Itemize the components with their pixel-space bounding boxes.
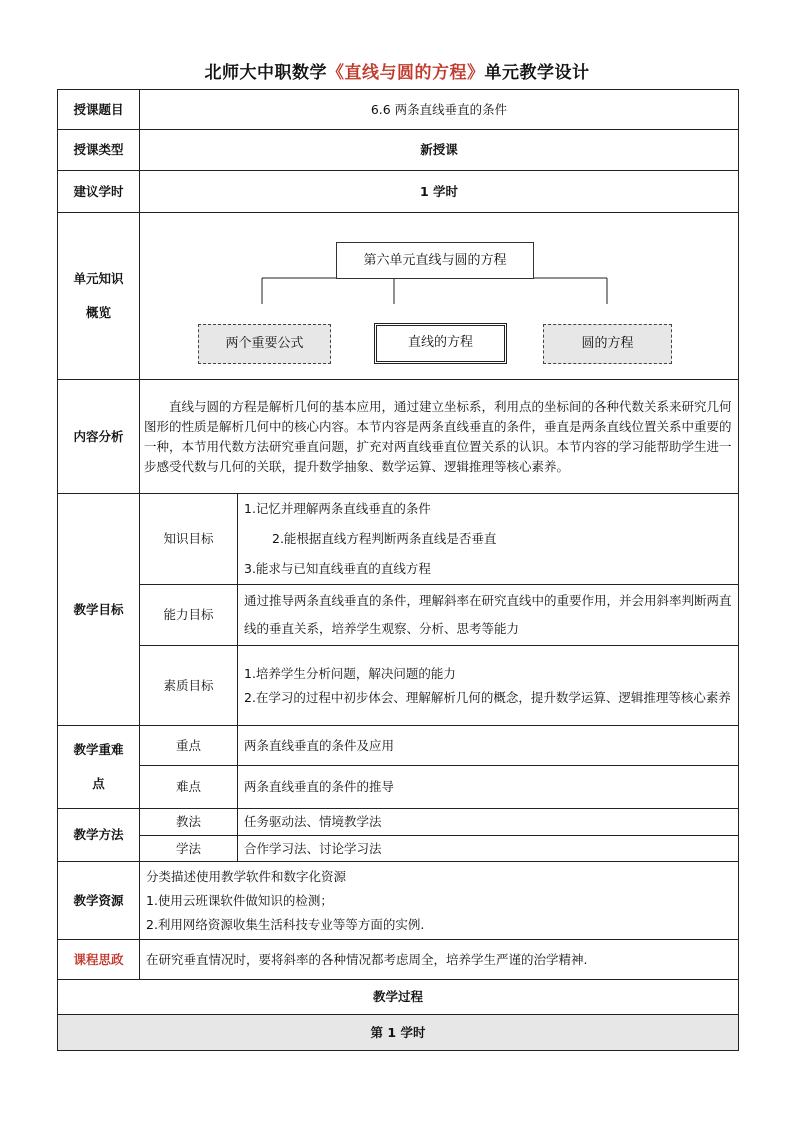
resources-item: 1.使用云班课软件做知识的检测； [146, 892, 333, 908]
key-point-label: 重点 [140, 726, 238, 766]
teach-method-value: 任务驱动法、情境教学法 [238, 809, 739, 836]
row-type [58, 130, 739, 171]
row-goal-knowledge [58, 494, 739, 585]
row-resources [58, 862, 739, 940]
resources-label: 教学资源 [58, 862, 140, 940]
period-heading: 第 1 学时 [58, 1015, 739, 1051]
row-method-teach [58, 809, 739, 836]
resources-list [140, 862, 739, 940]
diagram-child-line-equation: 直线的方程 [374, 323, 507, 364]
diagram-child-formulas: 两个重要公式 [198, 324, 331, 364]
literacy-goal-item: 2.在学习的过程中初步体会、理解解析几何的概念，提升数学运算、逻辑推理等核心素养 [244, 689, 731, 705]
title-prefix: 北师大中职数学 [204, 63, 327, 83]
literacy-goal-list [238, 646, 739, 726]
title-book-name: 《直线与圆的方程》 [327, 63, 485, 83]
row-keypoint [58, 726, 739, 766]
row-goal-literacy [58, 646, 739, 726]
goals-label: 教学目标 [58, 494, 140, 726]
row-hours [58, 171, 739, 213]
key-point-value: 两条直线垂直的条件及应用 [238, 726, 739, 766]
hours-value: 1 学时 [140, 171, 739, 213]
knowledge-goal-label: 知识目标 [140, 494, 238, 585]
document-title [0, 58, 794, 83]
process-heading: 教学过程 [58, 980, 739, 1015]
diagram-root-box: 第六单元直线与圆的方程 [336, 242, 534, 279]
resources-item: 分类描述使用教学软件和数字化资源 [146, 868, 347, 884]
type-label: 授课类型 [58, 130, 140, 171]
ideology-label: 课程思政 [58, 940, 140, 980]
title-suffix: 单元教学设计 [484, 63, 590, 83]
knowledge-goal-list [238, 494, 739, 585]
row-difficulty [58, 766, 739, 809]
row-method-learn [58, 836, 739, 862]
methods-label: 教学方法 [58, 809, 140, 862]
row-goal-ability [58, 585, 739, 646]
analysis-text: 直线与圆的方程是解析几何的基本应用，通过建立坐标系，利用点的坐标间的各种代数关系来研究几何图形的性质是解析几何中的核心内容。本节内容是两条直线垂直的条件，垂直是两条直线位置关系中重要的一种，本节用代数方法研究垂直问题，扩充对两直线垂直位置关系的认识。本节内容的学习能帮助学生进一步感受代数与几何的关联，提升数学抽象、数学运算、逻辑推理等核心素养。 [140, 380, 739, 494]
knowledge-goal-item: 3.能求与已知直线垂直的直线方程 [244, 561, 431, 576]
learn-method-label: 学法 [140, 836, 238, 862]
row-ideology [58, 940, 739, 980]
row-overview [58, 213, 739, 380]
row-analysis [58, 380, 739, 494]
overview-label-line1: 单元知识 [73, 271, 124, 286]
keypoints-label [58, 726, 140, 809]
keypoints-label-line1: 教学重难 [73, 742, 124, 757]
lesson-design-table [57, 89, 739, 1051]
topic-value: 6.6 两条直线垂直的条件 [140, 90, 739, 130]
difficulty-label: 难点 [140, 766, 238, 809]
ideology-text: 在研究垂直情况时，要将斜率的各种情况都考虑周全，培养学生严谨的治学精神. [140, 940, 739, 980]
ability-goal-label: 能力目标 [140, 585, 238, 646]
literacy-goal-item: 1.培养学生分析问题，解决问题的能力 [244, 665, 456, 681]
type-value: 新授课 [140, 130, 739, 171]
diagram-child-circle-equation: 圆的方程 [543, 324, 672, 364]
hours-label: 建议学时 [58, 171, 140, 213]
row-topic [58, 90, 739, 130]
difficulty-value: 两条直线垂直的条件的推导 [238, 766, 739, 809]
knowledge-diagram [140, 216, 738, 376]
keypoints-label-line2: 点 [92, 776, 105, 791]
analysis-label: 内容分析 [58, 380, 140, 494]
teach-method-label: 教法 [140, 809, 238, 836]
row-process [58, 980, 739, 1015]
literacy-goal-label: 素质目标 [140, 646, 238, 726]
resources-item: 2.利用网络资源收集生活科技专业等等方面的实例. [146, 916, 425, 932]
overview-diagram-cell [140, 213, 739, 380]
knowledge-goal-item: 2.能根据直线方程判断两条直线是否垂直 [272, 531, 497, 546]
learn-method-value: 合作学习法、讨论学习法 [238, 836, 739, 862]
ability-goal-text: 通过推导两条直线垂直的条件，理解斜率在研究直线中的重要作用，并会用斜率判断两直线的垂直关系，培养学生观察、分析、思考等能力 [238, 585, 739, 646]
overview-label [58, 213, 140, 380]
knowledge-goal-item: 1.记忆并理解两条直线垂直的条件 [244, 501, 431, 516]
row-period [58, 1015, 739, 1051]
overview-label-line2: 概览 [85, 305, 111, 320]
topic-label: 授课题目 [58, 90, 140, 130]
